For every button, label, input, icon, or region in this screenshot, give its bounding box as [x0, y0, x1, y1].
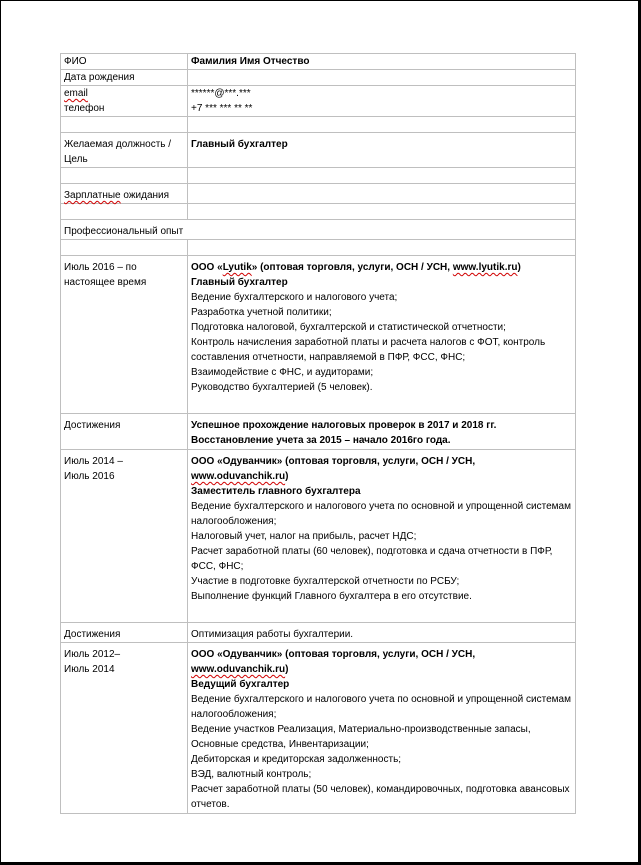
table-row-position — [61, 133, 576, 168]
spacer-row — [61, 204, 576, 220]
achievements-label: Достижения — [61, 623, 188, 643]
label-email: email — [64, 88, 88, 99]
job-period — [61, 450, 188, 623]
job-company: ООО «Одуванчик» (оптовая торговля, услуги, ОСН / УСН, — [191, 456, 476, 467]
job-duty: Участие в подготовке бухгалтерской отчетности по РСБУ; — [191, 576, 460, 587]
spacer-row — [61, 240, 576, 256]
achievements-list — [188, 414, 576, 450]
company-suffix: ) — [285, 664, 289, 675]
value-desired-position: Главный бухгалтер — [188, 133, 576, 168]
label-salary-rest: ожидания — [120, 190, 170, 201]
job-duty: ВЭД, валютный контроль; — [191, 769, 312, 780]
job-duty: Руководство бухгалтерией (5 человек). — [191, 382, 373, 393]
job-duty: Ведение бухгалтерского и налогового учета по основной и упрощенной системам налогообложения; — [191, 501, 571, 527]
table-row-contacts — [61, 86, 576, 117]
table-row-birthdate — [61, 70, 576, 86]
value-email: ******@***.*** — [191, 88, 251, 99]
job-row-3 — [61, 643, 576, 814]
job-period-line: Июль 2016 – по — [64, 262, 137, 273]
label-salary-word: Зарплатные — [64, 190, 121, 201]
section-heading-experience: Профессиональный опыт — [61, 220, 576, 240]
job-position: Заместитель главного бухгалтера — [191, 486, 361, 497]
achievements-list — [188, 623, 576, 643]
job-duty: Разработка учетной политики; — [191, 307, 332, 318]
label-phone: телефон — [64, 103, 105, 114]
company-url: www.oduvanchik.ru — [191, 471, 286, 482]
label-birthdate: Дата рождения — [61, 70, 188, 86]
job-duty: Выполнение функций Главного бухгалтера в его отсутствие. — [191, 591, 472, 602]
label-desired-position: Желаемая должность / Цель — [61, 133, 188, 168]
job-position: Ведущий бухгалтер — [191, 679, 290, 690]
achievements-row-2 — [61, 623, 576, 643]
achievements-label: Достижения — [61, 414, 188, 450]
table-row-name — [61, 54, 576, 70]
job-duty: Взаимодействие с ФНС, и аудиторами; — [191, 367, 374, 378]
value-contacts — [188, 86, 576, 117]
job-duty: Контроль начисления заработной платы и расчета налогов с ФОТ, контроль составления отчетности, направляемой в ПФР, ФСС, ФНС; — [191, 337, 546, 363]
job-period-line: Июль 2012– — [64, 649, 121, 660]
table-row-experience-heading — [61, 220, 576, 240]
table-row-salary — [61, 184, 576, 204]
company-suffix: ) — [285, 471, 289, 482]
achievement-item: Оптимизация работы бухгалтерии. — [191, 629, 354, 640]
job-period-line: Июль 2016 — [64, 471, 115, 482]
spacer-row — [61, 117, 576, 133]
job-company-url-line — [191, 662, 572, 677]
company-suffix: ) — [517, 262, 521, 273]
resume-table — [60, 53, 576, 814]
job-duty: Дебиторская и кредиторская задолженность; — [191, 754, 402, 765]
job-duty: Налоговый учет, налог на прибыль, расчет НДС; — [191, 531, 417, 542]
job-duty: Ведение бухгалтерского и налогового учета по основной и упрощенной системам налогообложения; — [191, 694, 571, 720]
company-url: www.oduvanchik.ru — [191, 664, 286, 675]
job-row-2 — [61, 450, 576, 623]
label-fio: ФИО — [61, 54, 188, 70]
label-contacts — [61, 86, 188, 117]
company-url: www.lyutik.ru — [452, 262, 518, 273]
job-duty: Ведение бухгалтерского и налогового учета; — [191, 292, 398, 303]
job-period-line: Июль 2014 — [64, 664, 115, 675]
job-company: ООО «Одуванчик» (оптовая торговля, услуги, ОСН / УСН, — [191, 649, 476, 660]
job-details — [188, 256, 576, 414]
job-period — [61, 643, 188, 814]
company-description: » (оптовая торговля, услуги, ОСН / УСН, — [251, 262, 453, 273]
value-salary — [188, 184, 576, 204]
job-details — [188, 643, 576, 814]
job-row-1 — [61, 256, 576, 414]
job-position: Главный бухгалтер — [191, 277, 288, 288]
value-fio: Фамилия Имя Отчество — [188, 54, 576, 70]
label-salary — [61, 184, 188, 204]
company-name: Lyutik — [222, 262, 252, 273]
job-period-line: настоящее время — [64, 277, 147, 288]
job-company — [191, 260, 572, 275]
job-duty: Расчет заработной платы (60 человек), подготовка и сдача отчетности в ПФР, ФСС, ФНС; — [191, 546, 553, 572]
value-birthdate — [188, 70, 576, 86]
job-duty: Расчет заработной платы (50 человек), командировочных, подготовка авансовых отчетов. — [191, 784, 570, 810]
achievement-item: Успешное прохождение налоговых проверок в 2017 и 2018 гг. — [191, 420, 497, 431]
job-period-line: Июль 2014 – — [64, 456, 123, 467]
job-details — [188, 450, 576, 623]
spacer-row — [61, 168, 576, 184]
job-duty: Подготовка налоговой, бухгалтерской и статистической отчетности; — [191, 322, 506, 333]
achievements-row-1 — [61, 414, 576, 450]
achievement-item: Восстановление учета за 2015 – начало 2016го года. — [191, 435, 451, 446]
job-duty: Ведение участков Реализация, Материально-производственные запасы, Основные средства, Инвентаризации; — [191, 724, 531, 750]
job-company-url-line — [191, 469, 572, 484]
value-phone: +7 *** *** ** ** — [191, 103, 253, 114]
company-prefix: ООО « — [191, 262, 223, 273]
job-period — [61, 256, 188, 414]
